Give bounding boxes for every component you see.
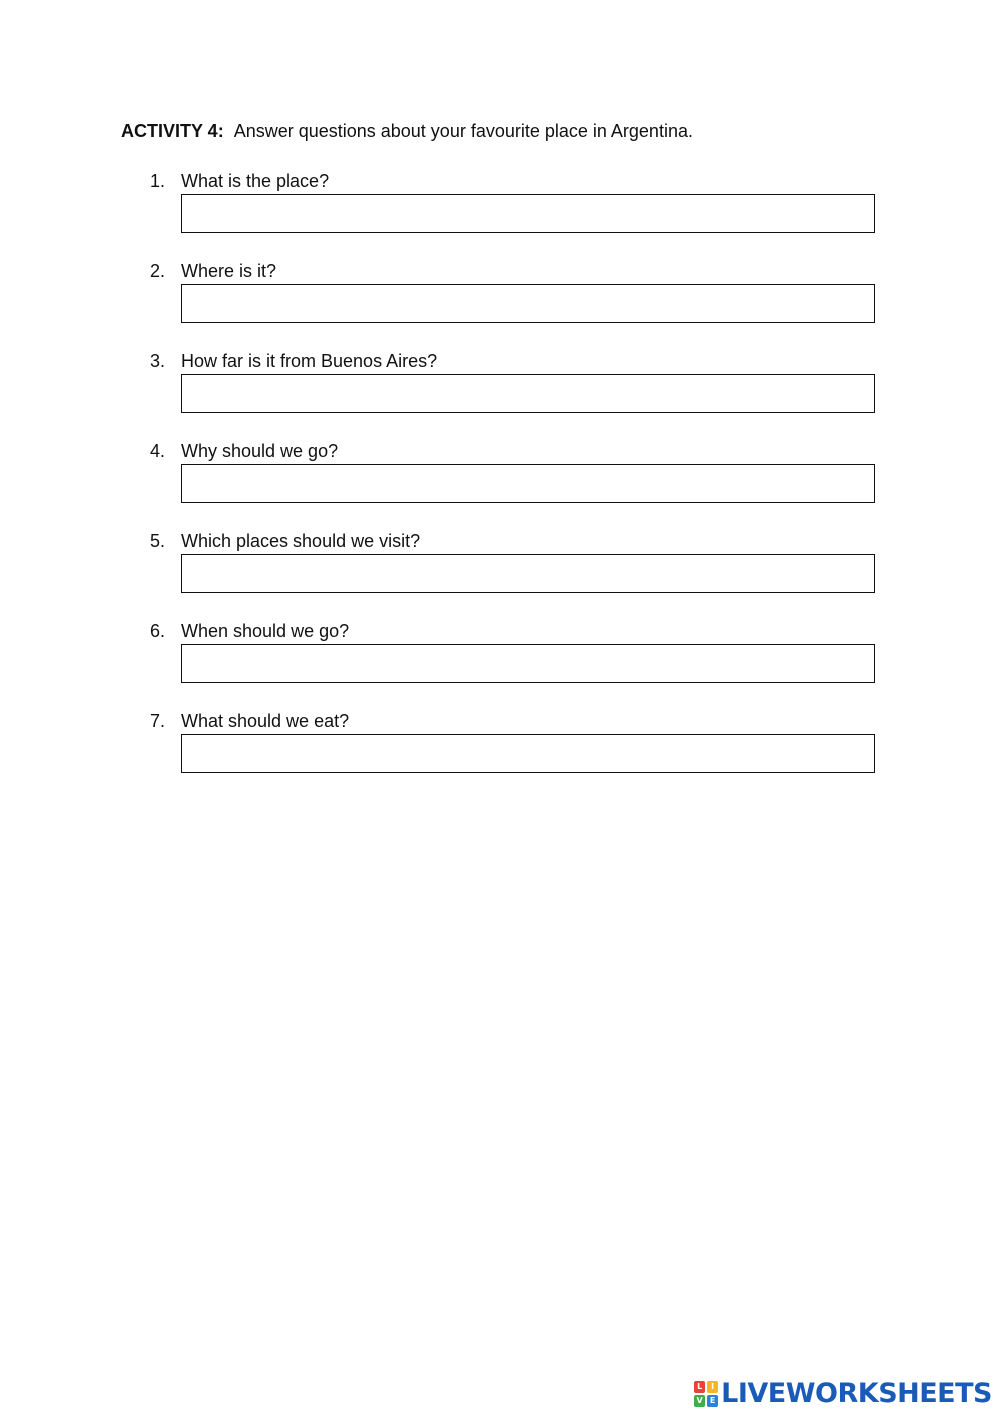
- logo-tile-v: V: [694, 1395, 705, 1407]
- activity-heading: [121, 120, 693, 142]
- question-text: What should we eat?: [181, 711, 350, 731]
- question-item: [150, 440, 880, 462]
- question-number: 7.: [150, 711, 166, 731]
- question-number: 4.: [150, 441, 166, 461]
- question-item: [150, 170, 880, 192]
- answer-input-2[interactable]: [181, 284, 875, 323]
- answer-input-4[interactable]: [181, 464, 875, 503]
- question-item: [150, 350, 880, 372]
- question-number: 1.: [150, 171, 166, 191]
- answer-input-3[interactable]: [181, 374, 875, 413]
- answer-input-5[interactable]: [181, 554, 875, 593]
- question-item: [150, 710, 880, 732]
- activity-instruction: Answer questions about your favourite place in Argentina.: [233, 121, 693, 141]
- question-text: What is the place?: [181, 171, 330, 191]
- logo-tile-e: E: [707, 1395, 718, 1407]
- answer-input-7[interactable]: [181, 734, 875, 773]
- liveworksheets-logo-icon: [694, 1381, 718, 1407]
- question-item: [150, 530, 880, 552]
- activity-label: ACTIVITY 4:: [121, 121, 224, 141]
- question-number: 3.: [150, 351, 166, 371]
- answer-input-1[interactable]: [181, 194, 875, 233]
- question-text: Which places should we visit?: [181, 531, 421, 551]
- brand-wordmark: LIVEWORKSHEETS: [721, 1378, 992, 1409]
- question-item: [150, 260, 880, 282]
- question-text: Why should we go?: [181, 441, 339, 461]
- question-number: 5.: [150, 531, 166, 551]
- question-text: Where is it?: [181, 261, 277, 281]
- question-number: 6.: [150, 621, 166, 641]
- answer-input-6[interactable]: [181, 644, 875, 683]
- question-text: When should we go?: [181, 621, 350, 641]
- question-text: How far is it from Buenos Aires?: [181, 351, 438, 371]
- liveworksheets-brand: [694, 1376, 992, 1412]
- logo-tile-i: I: [707, 1381, 718, 1393]
- logo-tile-l: L: [694, 1381, 705, 1393]
- question-number: 2.: [150, 261, 166, 281]
- question-item: [150, 620, 880, 642]
